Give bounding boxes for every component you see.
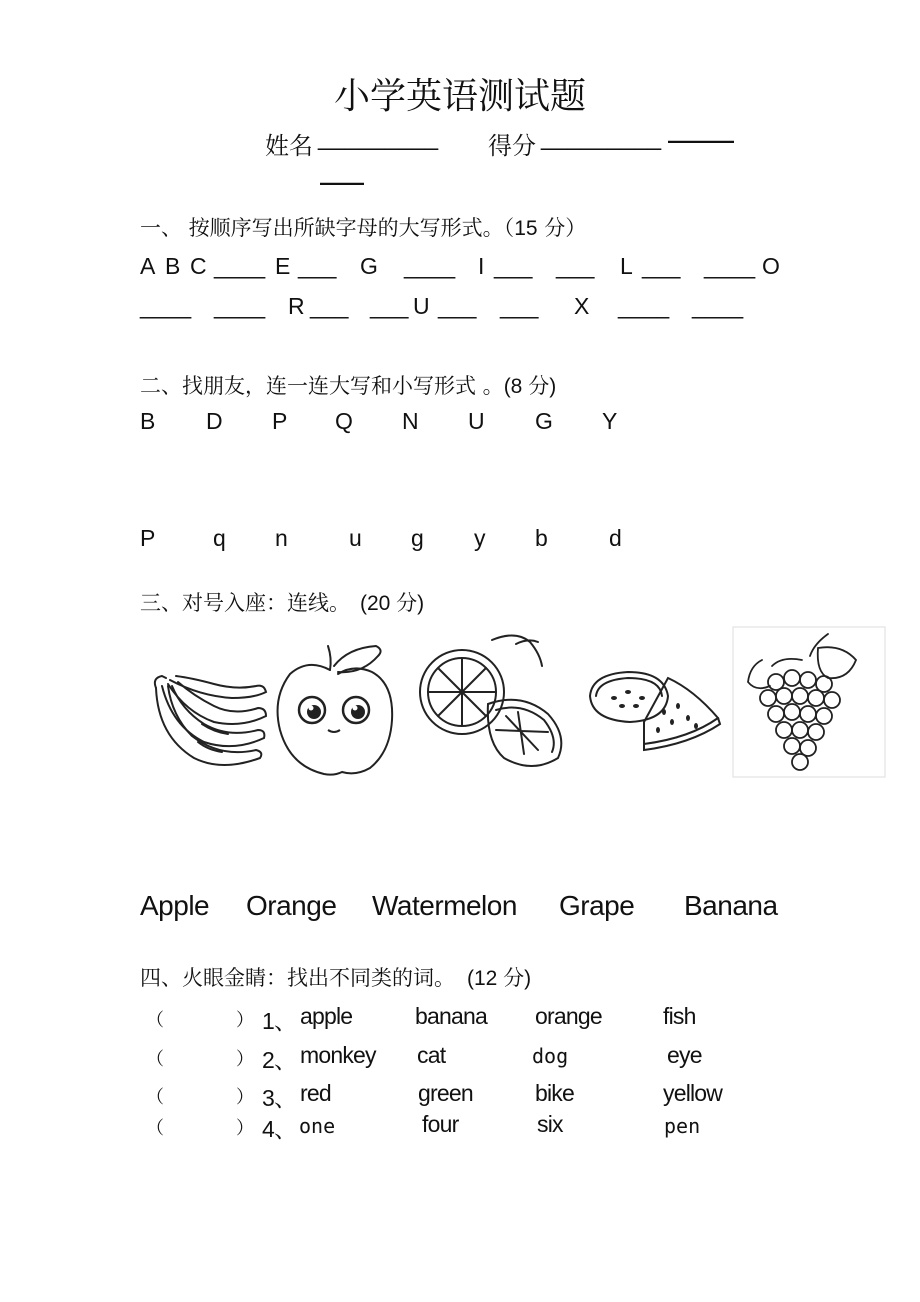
score-label: 得分 xyxy=(488,132,536,160)
option-word: pen xyxy=(664,1114,701,1138)
option-word: monkey xyxy=(300,1042,376,1068)
blank[interactable]: ____ xyxy=(704,253,756,279)
question-number: 4、 xyxy=(262,1116,297,1142)
letter-o: O xyxy=(762,253,780,279)
option-word: eye xyxy=(667,1042,702,1068)
name-label: 姓名 xyxy=(265,132,313,160)
word-grape[interactable]: Grape xyxy=(559,890,635,921)
word-watermelon[interactable]: Watermelon xyxy=(372,890,517,921)
letter-r: R xyxy=(288,293,305,319)
section3-title: 三、对号入座：连线。 (20 分) xyxy=(140,591,425,615)
option-word: apple xyxy=(300,1003,353,1029)
letter-l: L xyxy=(620,253,633,279)
upper-letter[interactable]: G xyxy=(535,408,553,434)
blank[interactable]: ___ xyxy=(556,253,595,279)
letter-c: C xyxy=(190,253,207,279)
option-word: dog xyxy=(532,1044,569,1068)
option-word: banana xyxy=(415,1003,487,1029)
page-title: 小学英语测试题 xyxy=(333,76,586,117)
option-word: one xyxy=(299,1114,336,1138)
blank[interactable]: ___ xyxy=(494,253,533,279)
option-word: fish xyxy=(663,1003,696,1029)
upper-letter[interactable]: D xyxy=(206,408,223,434)
letter-u: U xyxy=(413,293,430,319)
option-word: bike xyxy=(535,1080,574,1106)
answer-bracket-open[interactable]: （ xyxy=(146,1010,164,1031)
letter-a: A xyxy=(140,253,156,279)
option-word: green xyxy=(418,1080,473,1106)
letter-e: E xyxy=(275,253,291,279)
section2-points: (8 分) xyxy=(503,375,557,398)
answer-bracket-open[interactable]: （ xyxy=(146,1118,164,1139)
section4-points: (12 分) xyxy=(467,967,532,990)
letter-g: G xyxy=(360,253,378,279)
apple-icon[interactable] xyxy=(272,626,396,778)
blank[interactable]: ___ xyxy=(310,293,349,319)
section3-points: (20 分) xyxy=(360,592,425,615)
blank[interactable]: ___ xyxy=(438,293,477,319)
blank[interactable]: ____ xyxy=(404,253,456,279)
answer-bracket-open[interactable]: （ xyxy=(146,1087,164,1108)
blank[interactable]: ____ xyxy=(140,293,192,319)
lower-letter[interactable]: P xyxy=(140,525,156,551)
grape-icon[interactable] xyxy=(732,626,886,778)
section2-title: 二、找朋友，连一连大写和小写形式 。(8 分) xyxy=(140,374,557,398)
word-apple[interactable]: Apple xyxy=(140,890,210,921)
blank[interactable]: ____ xyxy=(214,293,266,319)
lower-letter[interactable]: g xyxy=(411,525,424,551)
upper-letter[interactable]: Q xyxy=(335,408,353,434)
orange-icon[interactable] xyxy=(412,626,572,778)
score-extra-dashes-2: —— xyxy=(320,170,364,195)
question-number: 1、 xyxy=(262,1008,297,1034)
blank[interactable]: ___ xyxy=(298,253,337,279)
score-extra-dashes: ——— xyxy=(668,128,734,153)
lower-letter[interactable]: n xyxy=(275,525,288,551)
answer-bracket-open[interactable]: （ xyxy=(146,1049,164,1070)
score-blank[interactable]: _________ xyxy=(541,124,662,151)
answer-bracket-close[interactable]: ） xyxy=(236,1087,254,1108)
letter-b: B xyxy=(165,253,181,279)
section4-title: 四、火眼金睛：找出不同类的词。 (12 分) xyxy=(140,966,532,990)
watermelon-icon[interactable] xyxy=(584,626,726,778)
answer-bracket-close[interactable]: ） xyxy=(236,1010,254,1031)
banana-icon[interactable] xyxy=(142,626,270,778)
word-orange[interactable]: Orange xyxy=(246,890,337,921)
upper-letter[interactable]: B xyxy=(140,408,156,434)
option-word: yellow xyxy=(663,1080,723,1106)
section1-points: 15 xyxy=(514,217,538,240)
option-word: four xyxy=(422,1111,459,1137)
upper-letter[interactable]: Y xyxy=(602,408,618,434)
name-blank[interactable]: _________ xyxy=(318,124,439,151)
word-banana[interactable]: Banana xyxy=(684,890,778,921)
blank[interactable]: ___ xyxy=(642,253,681,279)
blank[interactable]: ____ xyxy=(618,293,670,319)
letter-i: I xyxy=(478,253,485,279)
question-number: 3、 xyxy=(262,1085,297,1111)
lower-letter[interactable]: d xyxy=(609,525,622,551)
lower-letter[interactable]: y xyxy=(474,525,486,551)
lower-letter[interactable]: b xyxy=(535,525,548,551)
answer-bracket-close[interactable]: ） xyxy=(236,1049,254,1070)
letter-x: X xyxy=(574,293,590,319)
blank[interactable]: ___ xyxy=(370,293,409,319)
upper-letter[interactable]: N xyxy=(402,408,419,434)
blank[interactable]: ____ xyxy=(692,293,744,319)
blank[interactable]: ____ xyxy=(214,253,266,279)
section1-title: 一、 按顺序写出所缺字母的大写形式。（15 分） xyxy=(140,216,587,240)
option-word: six xyxy=(537,1111,563,1137)
option-word: cat xyxy=(417,1042,446,1068)
upper-letter[interactable]: U xyxy=(468,408,485,434)
option-word: orange xyxy=(535,1003,602,1029)
blank[interactable]: ___ xyxy=(500,293,539,319)
upper-letter[interactable]: P xyxy=(272,408,288,434)
question-number: 2、 xyxy=(262,1047,297,1073)
lower-letter[interactable]: q xyxy=(213,525,226,551)
option-word: red xyxy=(300,1080,331,1106)
answer-bracket-close[interactable]: ） xyxy=(236,1118,254,1139)
lower-letter[interactable]: u xyxy=(349,525,362,551)
